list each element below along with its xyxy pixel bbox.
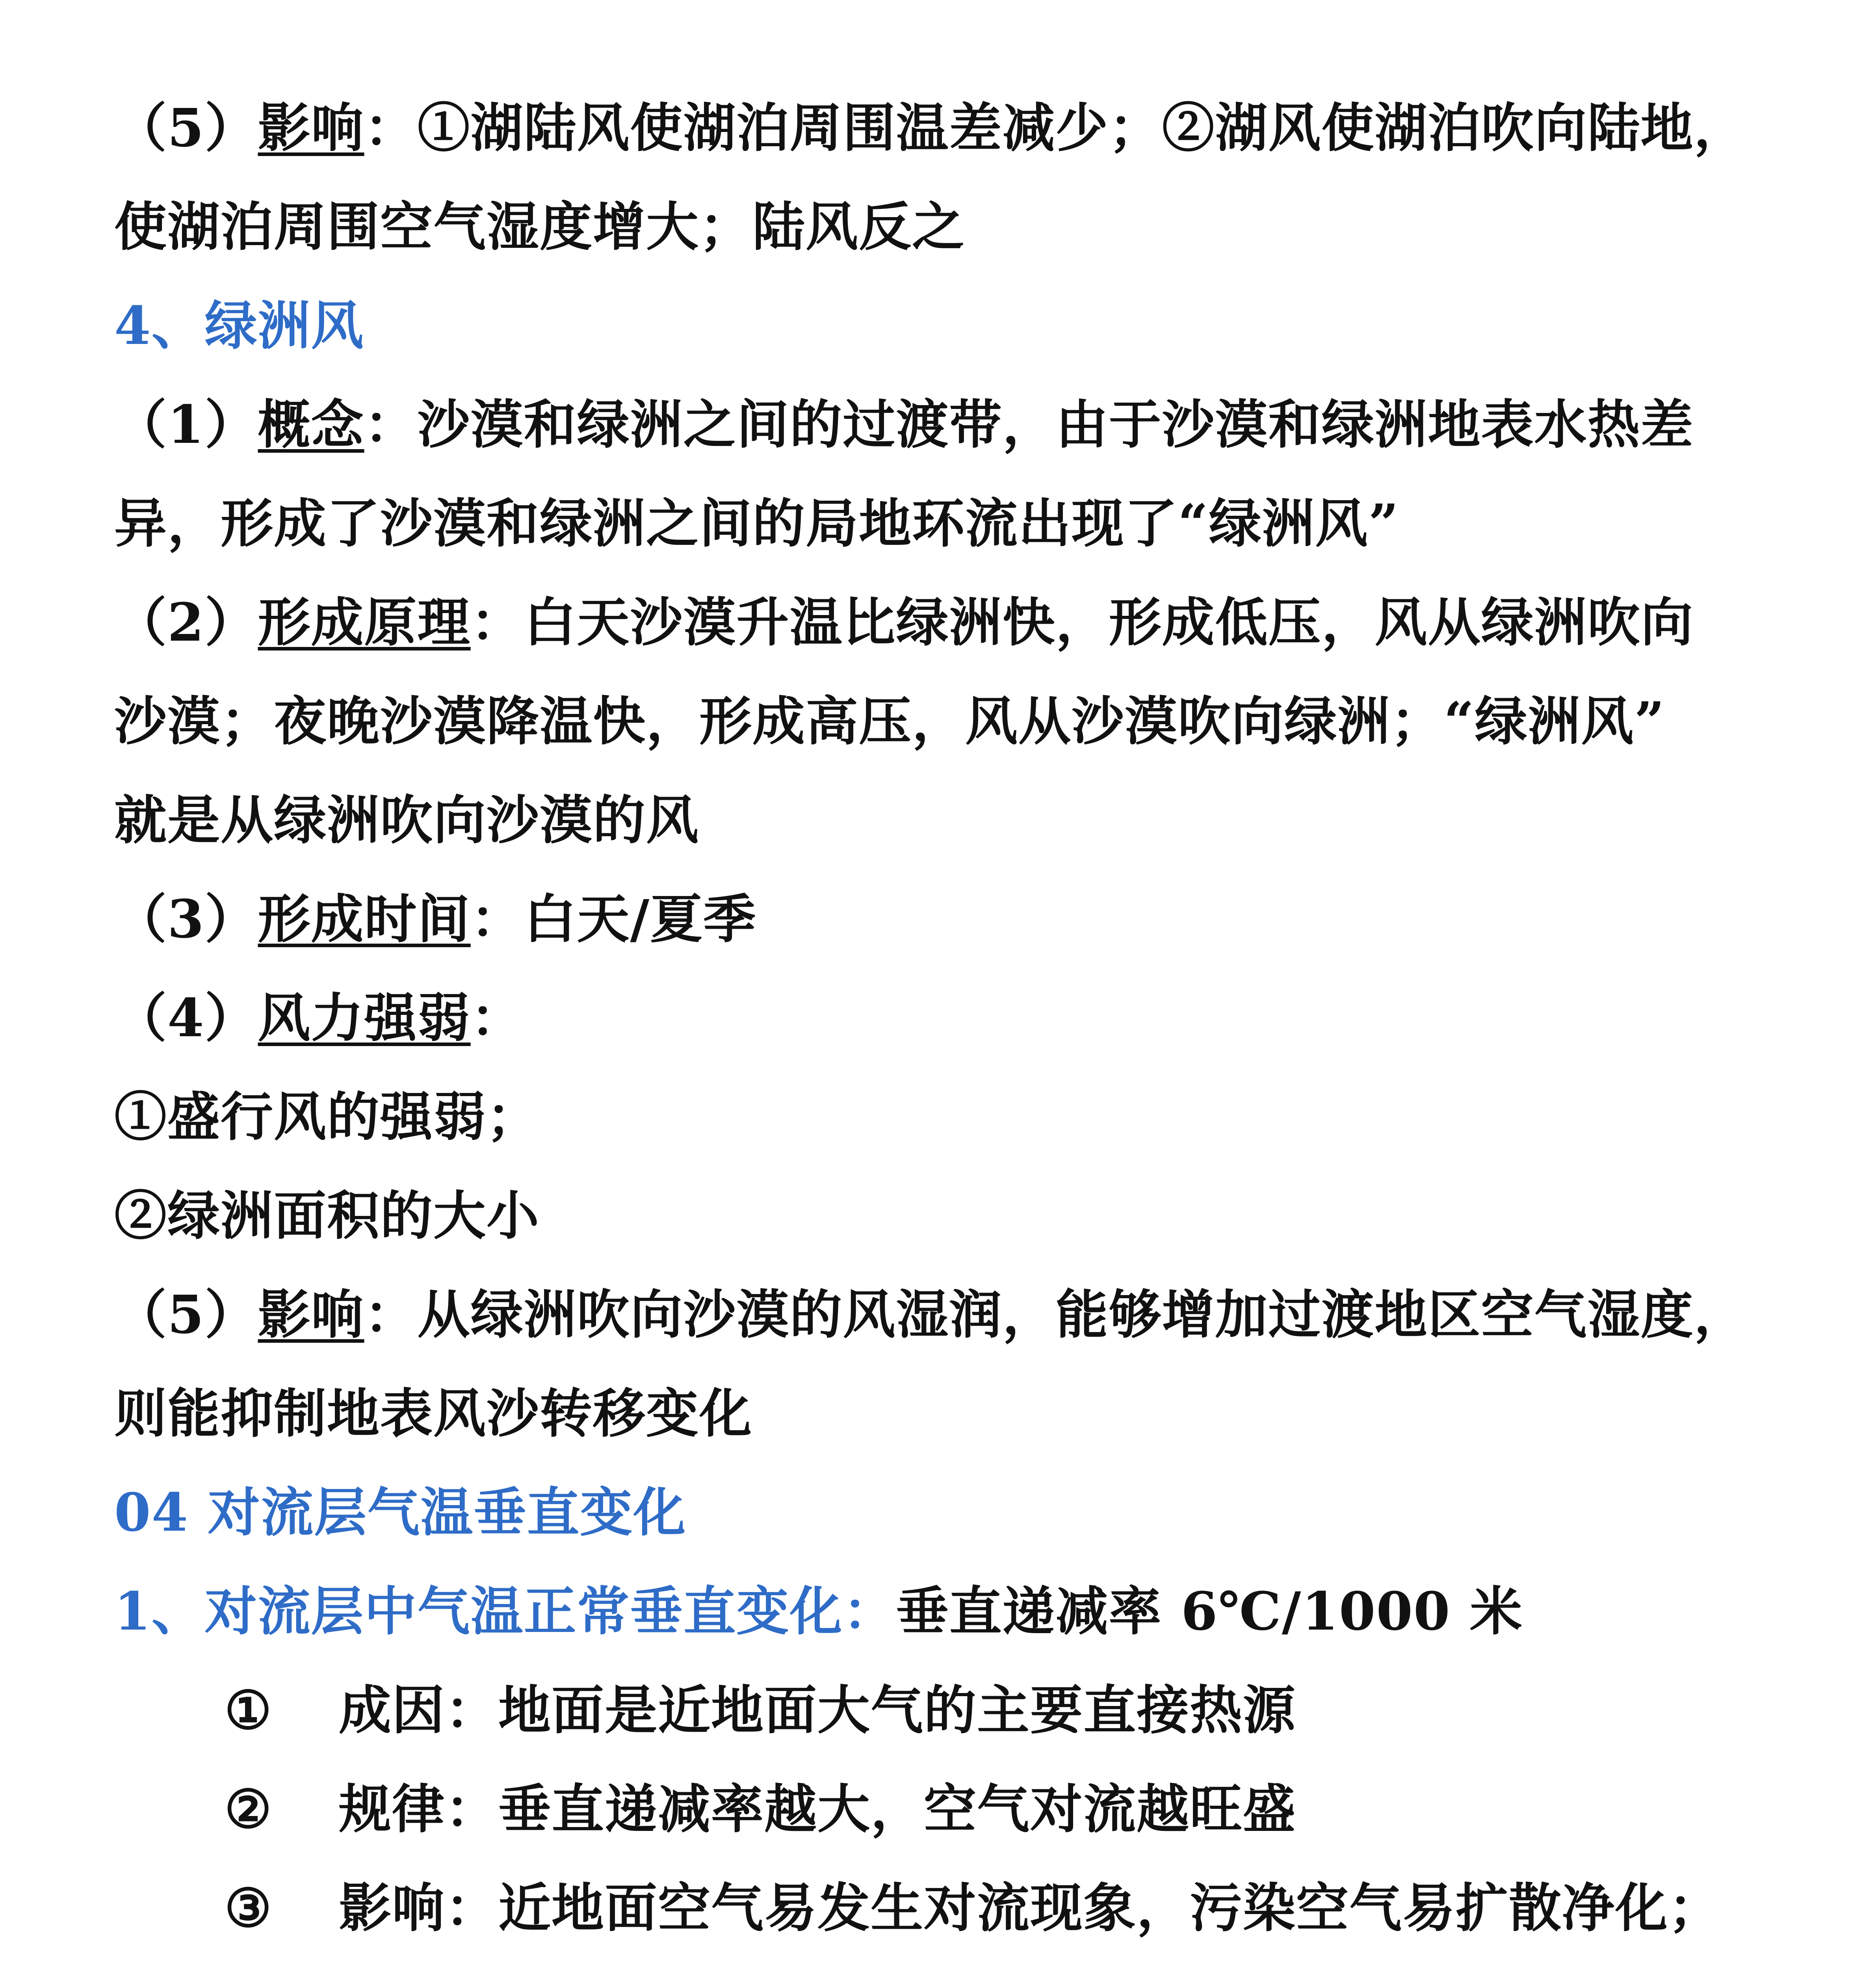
text-line: （3）形成时间：白天/夏季	[114, 888, 757, 950]
text-line: （1）概念：沙漠和绿洲之间的过渡带，由于沙漠和绿洲地表水热差	[114, 394, 1694, 455]
text-line: ①盛行风的强弱；	[114, 1086, 540, 1148]
underlined-term: 形成原理	[258, 592, 471, 653]
text-line: 沙漠；夜晚沙漠降温快，形成高压，风从沙漠吹向绿洲；“绿洲风”	[114, 691, 1665, 752]
text-line: 1、对流层中气温正常垂直变化：垂直递减率 6℃/1000 米	[114, 1581, 1523, 1642]
text-line: 则能抑制地表风沙转移变化	[114, 1383, 752, 1444]
text-line: （4）风力强弱：	[114, 987, 524, 1049]
underlined-term: 风力强弱	[258, 987, 471, 1049]
subsection-heading: 1、对流层中气温正常垂直变化：	[114, 1581, 896, 1642]
list-number: ①	[225, 1680, 273, 1741]
text-line: （2）形成原理：白天沙漠升温比绿洲快，形成低压，风从绿洲吹向	[114, 592, 1694, 653]
list-number: ③	[225, 1877, 273, 1939]
section-heading: 4、绿洲风	[114, 295, 364, 357]
text-line: 就是从绿洲吹向沙漠的风	[114, 790, 699, 851]
text-line: （5）影响：从绿洲吹向沙漠的风湿润，能够增加过渡地区空气湿度，	[114, 1284, 1747, 1346]
text-line: （5）影响：①湖陆风使湖泊周围温差减少；②湖风使湖泊吹向陆地，	[114, 97, 1747, 159]
list-item: ③ 影响：近地面空气易发生对流现象，污染空气易扩散净化；	[114, 1859, 1762, 1958]
section-heading: 04 对流层气温垂直变化	[114, 1482, 687, 1543]
text-line: 使湖泊周围空气湿度增大；陆风反之	[114, 196, 965, 258]
underlined-term: 形成时间	[258, 888, 471, 950]
text-line: ②绿洲面积的大小	[114, 1185, 540, 1247]
text-line: 异，形成了沙漠和绿洲之间的局地环流出现了“绿洲风”	[114, 493, 1399, 554]
underlined-term: 影响	[258, 97, 364, 159]
underlined-term: 概念	[258, 394, 364, 455]
list-number: ②	[225, 1779, 273, 1840]
list-item: ② 规律：垂直递减率越大，空气对流越旺盛	[114, 1760, 1762, 1859]
text-line	[114, 1958, 1762, 1970]
list-item: ① 成因：地面是近地面大气的主要直接热源	[114, 1661, 1762, 1760]
underlined-term: 影响	[258, 1284, 364, 1346]
